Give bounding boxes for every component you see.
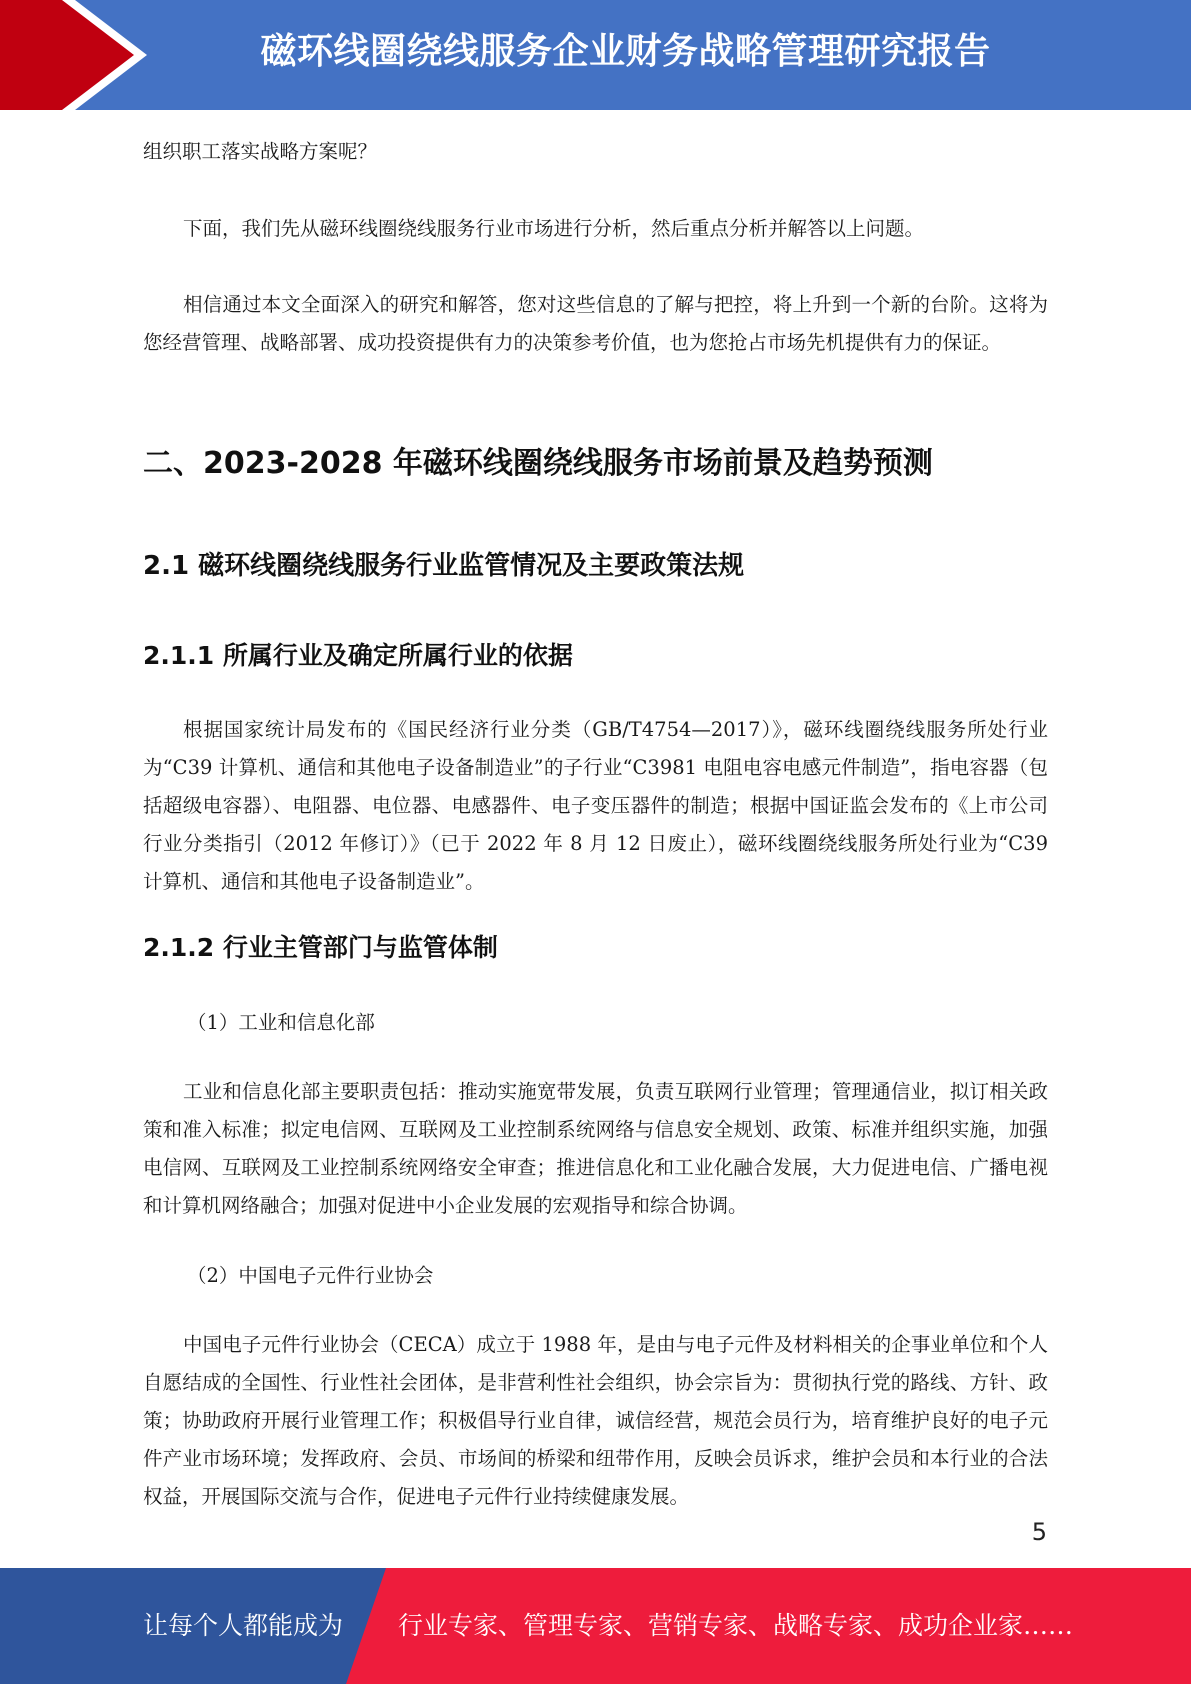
paragraph-3: 相信通过本文全面深入的研究和解答，您对这些信息的了解与把控，将上升到一个新的台阶。这将为您经营管理、战略部署、成功投资提供有力的决策参考价值，也为您抢占市场先机提供有力的保证。 <box>143 293 1048 354</box>
section-2-1-1-heading: 2.1.1 所属行业及确定所属行业的依据 <box>143 641 573 670</box>
section-2-1-heading: 2.1 磁环线圈绕线服务行业监管情况及主要政策法规 <box>143 551 745 581</box>
footer-slogan-right: 行业专家、管理专家、营销专家、战略专家、成功企业家…… <box>398 1611 1074 1640</box>
list-item-1: （1）工业和信息化部 <box>187 1011 375 1034</box>
paragraph-2: 下面，我们先从磁环线圈绕线服务行业市场进行分析，然后重点分析并解答以上问题。 <box>183 217 925 240</box>
section-2-heading: 二、2023-2028 年磁环线圈绕线服务市场前景及趋势预测 <box>143 446 933 481</box>
paragraph-5: 工业和信息化部主要职责包括：推动实施宽带发展，负责互联网行业管理；管理通信业，拟订相关政策和准入标准；拟定电信网、互联网及工业控制系统网络与信息安全规划、政策、标准并组织实施，加强电信网、互联网及工业控制系统网络安全审查；推进信息化和工业化融合发展，大力促进电信、广播电视和计算机网络融合；加强对促进中小企业发展的宏观指导和综合协调。 <box>143 1080 1048 1217</box>
red-chevron-decoration <box>0 0 160 110</box>
footer-slogan-left: 让每个人都能成为 <box>143 1611 344 1640</box>
section-2-1-2-heading: 2.1.2 行业主管部门与监管体制 <box>143 933 498 962</box>
list-item-2: （2）中国电子元件行业协会 <box>187 1264 434 1287</box>
page-header <box>0 0 1191 110</box>
page-footer <box>0 1568 1191 1684</box>
paragraph-6: 中国电子元件行业协会（CECA）成立于 1988 年，是由与电子元件及材料相关的企事业单位和个人自愿结成的全国性、行业性社会团体，是非营利性社会组织，协会宗旨为：贯彻执行党的路线、方针、政策；协助政府开展行业管理工作；积极倡导行业自律，诚信经营，规范会员行为，培育维护良好的电子元件产业市场环境；发挥政府、会员、市场间的桥梁和纽带作用，反映会员诉求，维护会员和本行业的合法权益，开展国际交流与合作，促进电子元件行业持续健康发展。 <box>143 1333 1048 1508</box>
paragraph-1: 组织职工落实战略方案呢？ <box>143 140 378 163</box>
report-title: 磁环线圈绕线服务企业财务战略管理研究报告 <box>260 31 991 72</box>
paragraph-4: 根据国家统计局发布的《国民经济行业分类（GB/T4754—2017）》，磁环线圈绕线服务所处行业为“C39 计算机、通信和其他电子设备制造业”的子行业“C3981 电阻电容电感元件制造”，指电容器（包括超级电容器）、电阻器、电位器、电感器件、电子变压器件的制造；根据中国证监会发布的《上市公司行业分类指引（2012 年修订）》（已于 2022 年 8 月 12 日废止），磁环线圈绕线服务所处行业为“C39 计算机、通信和其他电子设备制造业”。 <box>143 718 1048 893</box>
page-number: 5 <box>1031 1518 1047 1546</box>
